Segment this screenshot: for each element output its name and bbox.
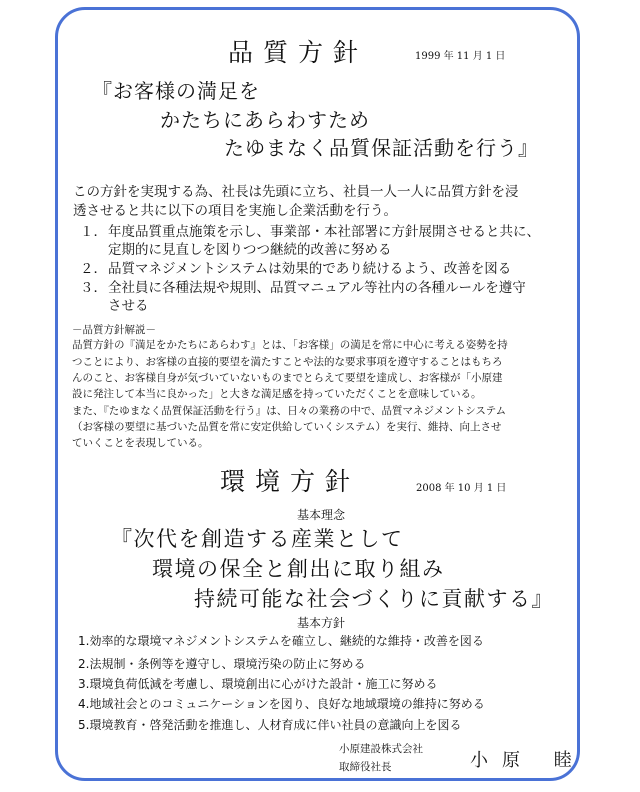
policy-item: 3.環境負荷低減を考慮し、環境創出に心がけた設計・施工に努める bbox=[78, 677, 438, 691]
policy-item: 1.効率的な環境マネジメントシステムを確立し、継続的な維持・改善を図る bbox=[78, 634, 484, 648]
policy-item: 4.地域社会とのコミュニケーションを図り、良好な地域環境の維持に努める bbox=[78, 697, 485, 711]
quality-slogan-line: 『お客様の満足を bbox=[92, 79, 260, 103]
philosophy-heading: 基本理念 bbox=[297, 508, 346, 522]
explanation-line: 設に発注して本当に良かった」と大きな満足感を持っていただくことを意味している。 bbox=[72, 388, 482, 400]
item-text: 定期的に見直しを図りつつ継続的改善に努める bbox=[108, 242, 392, 258]
item-number: ３． bbox=[80, 280, 107, 296]
quality-policy-title: 品質方針 bbox=[228, 38, 369, 67]
environment-slogan-line: 持続可能な社会づくりに貢献する』 bbox=[194, 587, 554, 611]
quality-slogan-line: たゆまなく品質保証活動を行う』 bbox=[224, 136, 539, 160]
explanation-line: また、『たゆまなく品質保証活動を行う』は、日々の業務の中で、品質マネジメントシステム bbox=[72, 405, 507, 417]
quality-slogan-line: かたちにあらわすため bbox=[160, 108, 370, 132]
explanation-line: （お客様の要望に基づいた品質を常に安定供給していくシステム）を実行、維持、向上させ bbox=[72, 421, 502, 433]
quality-intro-line: この方針を実現する為、社長は先頭に立ち、社員一人一人に品質方針を浸 bbox=[73, 184, 519, 200]
environment-slogan-line: 『次代を創造する産業として bbox=[111, 527, 404, 551]
policy-heading: 基本方針 bbox=[297, 616, 346, 630]
explanation-line: 品質方針の『満足をかたちにあらわす』とは、「お客様」の満足を常に中心に考える姿勢を持 bbox=[72, 339, 508, 351]
policy-item: 5.環境教育・啓発活動を推進し、人材育成に伴い社員の意識向上を図る bbox=[78, 718, 462, 732]
environment-policy-date: 2008 年 10 月 1 日 bbox=[416, 483, 507, 494]
explanation-heading: －品質方針解説－ bbox=[72, 324, 156, 336]
quality-policy-date: 1999 年 11 月 1 日 bbox=[415, 51, 506, 62]
quality-intro-line: 透させると共に以下の項目を実施し企業活動を行う。 bbox=[73, 203, 397, 219]
item-text: 年度品質重点施策を示し、事業部・本社部署に方針展開させると共に、 bbox=[108, 224, 540, 240]
environment-policy-title: 環境方針 bbox=[220, 467, 361, 496]
item-text: 全社員に各種法規や規則、品質マニュアル等社内の各種ルールを遵守 bbox=[108, 280, 526, 296]
explanation-line: つことにより、お客様の直接的要望を満たすことや法的な要求事項を遵守することはもちろ bbox=[72, 356, 503, 368]
signer-name: 小原 睦 bbox=[470, 750, 586, 771]
explanation-line: ていくことを表現している。 bbox=[72, 437, 209, 449]
item-number: ２． bbox=[80, 261, 107, 277]
environment-slogan-line: 環境の保全と創出に取り組み bbox=[152, 557, 445, 581]
signer-role: 取締役社長 bbox=[339, 761, 392, 773]
policy-item: 2.法規制・条例等を遵守し、環境汚染の防止に努める bbox=[78, 657, 366, 671]
company-name: 小原建設株式会社 bbox=[339, 743, 423, 755]
explanation-line: んのこと、お客様自身が気づいていないものまでとらえて要望を達成し、お客様が「小原建 bbox=[72, 372, 503, 384]
item-text: 品質マネジメントシステムは効果的であり続けるよう、改善を図る bbox=[108, 261, 512, 277]
item-number: １． bbox=[80, 224, 107, 240]
item-text: させる bbox=[108, 298, 149, 314]
